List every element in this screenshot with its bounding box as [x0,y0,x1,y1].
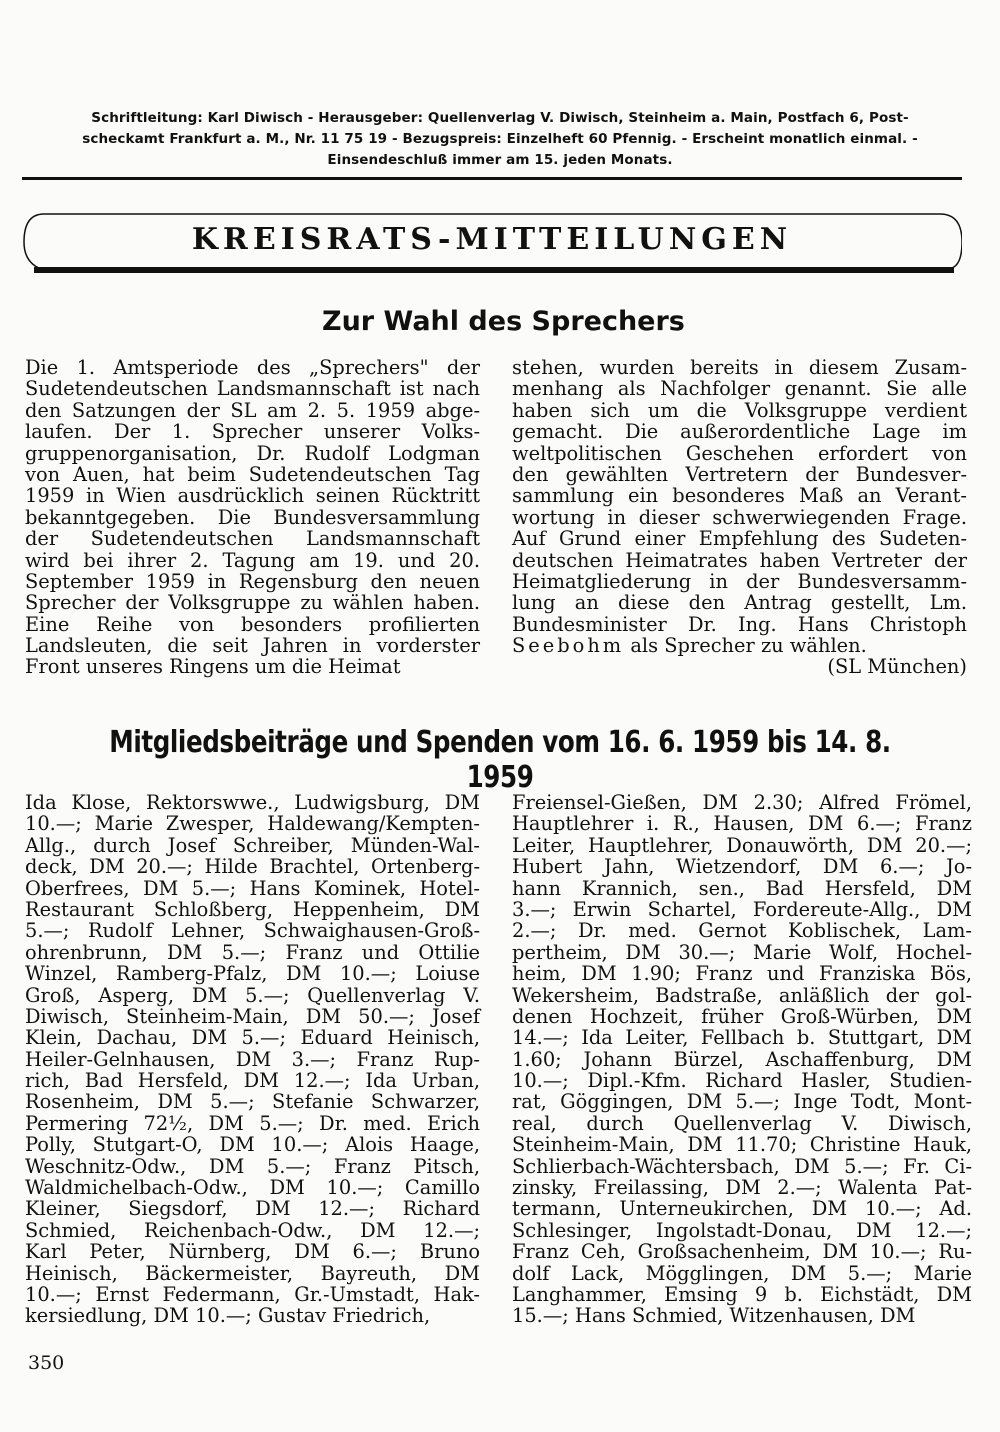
text-line: Kleiner, Siegsdorf, DM 12.—; Richard [25,1197,480,1221]
text-line: deutschen Heimatrates haben Vertreter der [512,548,967,572]
text-line: Oberfrees, DM 5.—; Hans Kominek, Hotel- [25,876,480,900]
article-column-right [512,357,967,678]
text-line: Langhammer, Emsing 9 b. Eichstädt, DM [512,1282,972,1306]
text-line: Polly, Stutgart-O, DM 10.—; Alois Haage, [25,1133,480,1157]
donations-column-left [25,792,480,1327]
text-line: Schlesinger, Ingolstadt-Donau, DM 12.—; [512,1218,972,1242]
text-line: rat, Göggingen, DM 5.—; Inge Todt, Mont- [512,1090,972,1114]
text-line: Karl Peter, Nürnberg, DM 6.—; Bruno [25,1240,480,1264]
imprint [30,108,970,171]
text-line: haben sich um die Volksgruppe verdient [512,398,967,422]
imprint-line: Schriftleitung: Karl Diwisch - Herausgeber: Quellenverlag V. Diwisch, Steinheim a. Main, Postfach 6, Post- [91,110,909,126]
imprint-line: Einsendeschluß immer am 15. jeden Monats. [327,152,673,168]
text-line: Heiler-Gelnhausen, DM 3.—; Franz Rup- [25,1047,480,1071]
text-line: dolf Lack, Mögglingen, DM 5.—; Marie [512,1261,972,1285]
text-line: weltpolitischen Geschehen erfordert von [512,441,967,465]
text-line: Ida Klose, Rektorswwe., Ludwigsburg, DM [25,791,480,814]
text-line: laufen. Der 1. Sprecher unserer Volks- [25,420,480,444]
text-line: stehen, wurden bereits in diesem Zusam- [512,356,967,379]
section-banner [22,212,962,274]
text-line: Permering 72½, DM 5.—; Dr. med. Erich [25,1111,480,1135]
text-line: Restaurant Schloßberg, Heppenheim, DM [25,897,480,921]
text-line: Front unseres Ringens um die Heimat [25,655,401,679]
text-line: Wekersheim, Badstraße, anläßlich der gol- [512,983,972,1007]
banner-title: KREISRATS-MITTEILUNGEN [191,222,793,257]
text-line: Landsleuten, die seit Jahren in vorderster [25,634,480,658]
text-line: 1959 in Wien ausdrücklich seinen Rücktritt [25,484,480,508]
text-line: Sudetendeutschen Landsmannschaft ist nach [25,377,480,401]
text-line: Hubert Jahn, Wietzendorf, DM 6.—; Jo- [512,855,972,879]
text-line: termann, Unterneukirchen, DM 10.—; Ad. [512,1197,972,1221]
text-line: 5.—; Rudolf Lehner, Schwaighausen-Groß- [25,919,480,943]
text-line: 1.60; Johann Bürzel, Aschaffenburg, DM [512,1047,972,1071]
text-line: Sprecher der Volksgruppe zu wählen haben. [25,591,480,615]
text-line: den Satzungen der SL am 2. 5. 1959 abge- [25,398,480,422]
text-line: 3.—; Erwin Schartel, Fordereute-Allg., DM [512,897,972,921]
text-line: gemacht. Die außerordentliche Lage im [512,420,967,444]
text-line: Schmied, Reichenbach-Odw., DM 12.—; [25,1218,480,1242]
text-line: Eine Reihe von besonders profilierten [25,612,480,636]
top-rule [22,177,962,180]
text-line: 10.—; Marie Zwesper, Haldewang/Kempten- [25,812,480,836]
text-line: Waldmichelbach-Odw., DM 10.—; Camillo [25,1176,480,1200]
text-line: Schlierbach-Wächtersbach, DM 5.—; Fr. Ci- [512,1154,972,1178]
text-line: sammlung ein besonderes Maß an Verant- [512,484,967,508]
text-line: bekanntgegeben. Die Bundesversammlung [25,505,480,529]
text-line: den gewählten Vertretern der Bundesver- [512,462,967,486]
text-line: 10.—; Ernst Federmann, Gr.-Umstadt, Hak- [25,1282,480,1306]
text-line [512,635,967,656]
text-line: September 1959 in Regensburg den neuen [25,569,480,593]
text-line: von Auen, hat beim Sudetendeutschen Tag [25,462,480,486]
text-line: Diwisch, Steinheim-Main, DM 50.—; Josef [25,1004,480,1028]
text-line: 2.—; Dr. med. Gernot Koblischek, Lam- [512,919,972,943]
text-line: Weschnitz-Odw., DM 5.—; Franz Pitsch, [25,1154,480,1178]
text-line: 10.—; Dipl.-Kfm. Richard Hasler, Studien- [512,1069,972,1093]
text-line: heim, DM 1.90; Franz und Franziska Bös, [512,962,972,986]
text-line: denen Hochzeit, früher Groß-Würben, DM [512,1004,972,1028]
text-line: Rosenheim, DM 5.—; Stefanie Schwarzer, [25,1090,480,1114]
text-line: Auf Grund einer Empfehlung des Sudeten- [512,527,967,551]
text-line: 15.—; Hans Schmied, Witzenhausen, DM [512,1304,916,1328]
name-spaced: Seebohm [512,634,625,658]
text-line: menhang als Nachfolger genannt. Sie alle [512,377,967,401]
text-line: 14.—; Ida Leiter, Fellbach b. Stuttgart, DM [512,1026,972,1050]
text-line: Heimatgliederung in der Bundesversamm- [512,569,967,593]
text-line: Klein, Dachau, DM 5.—; Eduard Heinisch, [25,1026,480,1050]
imprint-line: scheckamt Frankfurt a. M., Nr. 11 75 19 - Bezugspreis: Einzelheft 60 Pfennig. - Erscheint monatlich einmal. - [82,131,918,147]
text-line: Bundesminister Dr. Ing. Hans Christoph [512,612,967,636]
text-line: Allg., durch Josef Schreiber, Münden-Wal- [25,833,480,857]
text-line: Winzel, Ramberg-Pfalz, DM 10.—; Loiuse [25,962,480,986]
donations-heading: Mitgliedsbeiträge und Spenden vom 16. 6. 1959 bis 14. 8. 1959 [109,725,891,795]
article-heading: Zur Wahl des Sprechers [322,306,685,337]
text-line: wird bei ihrer 2. Tagung am 19. und 20. [25,548,480,572]
text-line: Freiensel-Gießen, DM 2.30; Alfred Frömel, [512,791,972,814]
text-line: wortung in dieser schwerwiegenden Frage. [512,505,967,529]
text-line: zinsky, Freilassing, DM 2.—; Walenta Pat- [512,1176,972,1200]
text-line: kersiedlung, DM 10.—; Gustav Friedrich, [25,1304,431,1328]
text-line: Steinheim-Main, DM 11.70; Christine Hauk, [512,1133,972,1157]
text-line: gruppenorganisation, Dr. Rudolf Lodgman [25,441,480,465]
text-line: Leiter, Hauptlehrer, Donauwörth, DM 20.—; [512,833,972,857]
article-column-left [25,357,480,678]
text-line: lung an diese den Antrag gestellt, Lm. [512,591,967,615]
text-line: hann Krannich, sen., Bad Hersfeld, DM [512,876,972,900]
text-line: Hauptlehrer i. R., Hausen, DM 6.—; Franz [512,812,972,836]
text-line: ohrenbrunn, DM 5.—; Franz und Ottilie [25,940,480,964]
article-source: (SL München) [827,655,967,679]
text-fragment: als Sprecher zu wählen. [630,634,867,658]
donations-column-right [512,792,972,1327]
page-number: 350 [28,1352,65,1374]
text-line: deck, DM 20.—; Hilde Brachtel, Ortenberg- [25,855,480,879]
text-line: Groß, Asperg, DM 5.—; Quellenverlag V. [25,983,480,1007]
text-line: real, durch Quellenverlag V. Diwisch, [512,1111,972,1135]
text-line: Heinisch, Bäckermeister, Bayreuth, DM [25,1261,480,1285]
text-line: Franz Ceh, Großsachenheim, DM 10.—; Ru- [512,1240,972,1264]
text-line: pertheim, DM 30.—; Marie Wolf, Hochel- [512,940,972,964]
text-line: rich, Bad Hersfeld, DM 12.—; Ida Urban, [25,1069,480,1093]
text-line: Die 1. Amtsperiode des „Sprechers" der [25,356,480,379]
text-line: der Sudetendeutschen Landsmannschaft [25,527,480,551]
